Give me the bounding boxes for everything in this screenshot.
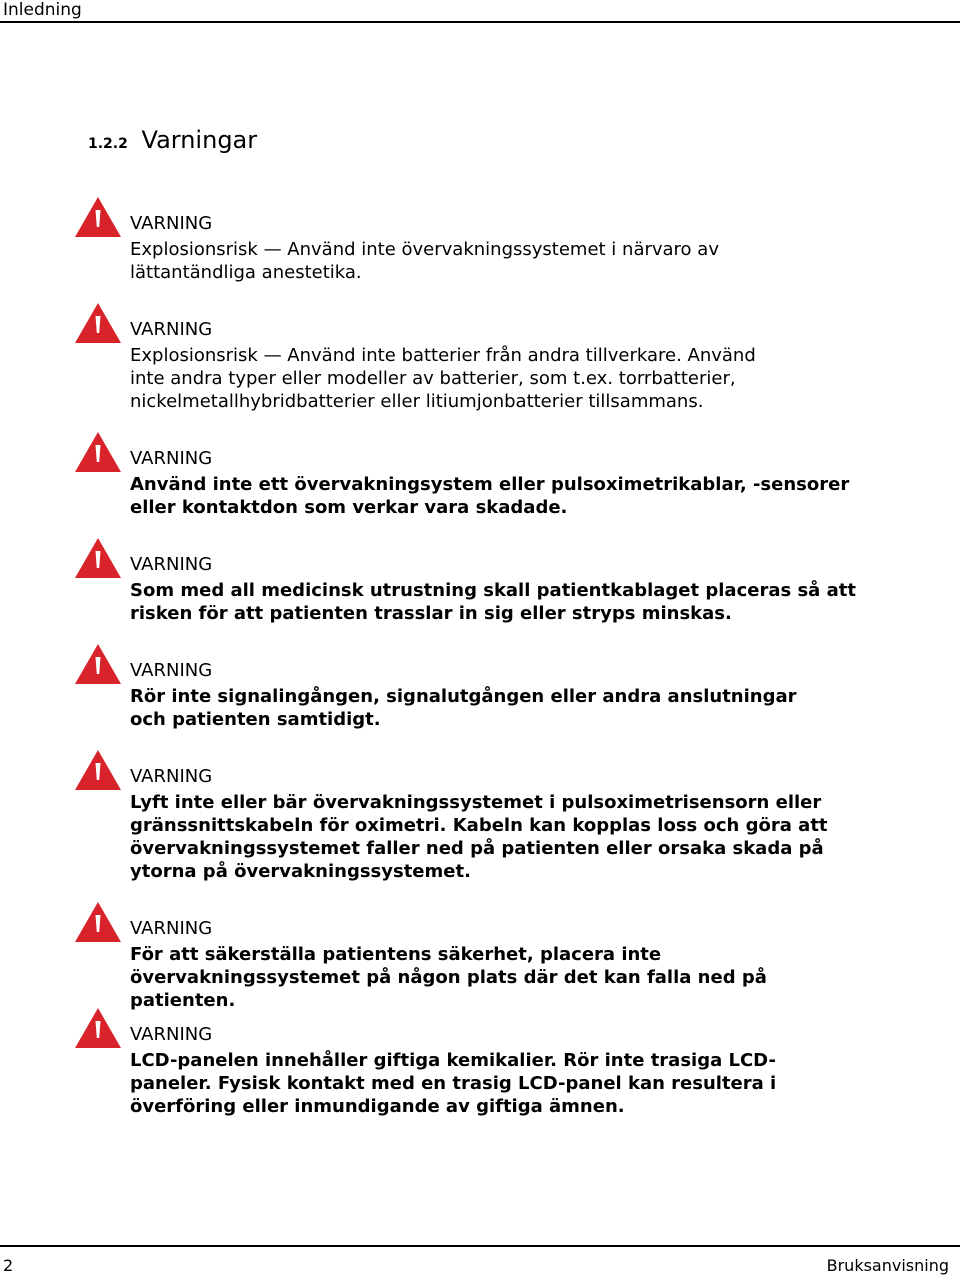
warning-label: VARNING: [130, 448, 213, 469]
page-header: [0, 0, 960, 22]
warning-triangle-icon: [74, 431, 122, 473]
document-title: Bruksanvisning: [826, 1256, 949, 1275]
warning-text: LCD-panelen innehåller giftiga kemikalier. Rör inte trasiga LCD-paneler. Fysisk kontakt med en trasig LCD-panel kan resultera i överföring eller inmundigande av giftiga ämnen.: [130, 1050, 777, 1117]
chapter-title: Inledning: [3, 0, 82, 20]
page-number: 2: [3, 1256, 14, 1275]
warning-text: Lyft inte eller bär övervakningssystemet i pulsoximetrisensorn eller gränssnittskabeln för oximetri. Kabeln kan kopplas loss och göra att övervakningssystemet faller ned på patienten eller orsaka skada på ytorna på övervakningssystemet.: [130, 792, 828, 882]
warning-triangle-icon: [74, 537, 122, 579]
section-title: Varningar: [141, 126, 258, 154]
warning-text: Explosionsrisk — Använd inte övervakningssystemet i närvaro av lättantändliga anestetika.: [130, 239, 719, 283]
warning-text: Rör inte signalingången, signalutgången eller andra anslutningar och patienten samtidigt.: [130, 686, 797, 730]
warning-label: VARNING: [130, 766, 213, 787]
section-number: 1.2.2: [88, 136, 128, 152]
warning-triangle-icon: [74, 749, 122, 791]
footer-divider: [0, 1245, 960, 1247]
warning-label: VARNING: [130, 660, 213, 681]
warning-label: VARNING: [130, 554, 213, 575]
warning-triangle-icon: [74, 196, 122, 238]
section-heading: [88, 124, 257, 160]
warning-text: För att säkerställa patientens säkerhet, placera inte övervakningssystemet på någon plats där det kan falla ned på patienten.: [130, 944, 767, 1011]
warning-triangle-icon: [74, 1007, 122, 1049]
warning-text: Explosionsrisk — Använd inte batterier från andra tillverkare. Använd inte andra typer eller modeller av batterier, som t.ex. torrbatterier, nickelmetallhybridbatterier eller litiumjonbatterier tillsammans.: [130, 345, 756, 412]
header-divider: [0, 21, 960, 23]
warning-label: VARNING: [130, 319, 213, 340]
warning-label: VARNING: [130, 918, 213, 939]
warning-triangle-icon: [74, 901, 122, 943]
warning-triangle-icon: [74, 643, 122, 685]
warning-triangle-icon: [74, 302, 122, 344]
warning-label: VARNING: [130, 1024, 213, 1045]
warning-text: Som med all medicinsk utrustning skall patientkablaget placeras så att risken för att patienten trasslar in sig eller stryps minskas.: [130, 580, 856, 624]
warning-label: VARNING: [130, 213, 213, 234]
warning-text: Använd inte ett övervakningsystem eller pulsoximetrikablar, -sensorer eller kontaktdon som verkar vara skadade.: [130, 474, 850, 518]
